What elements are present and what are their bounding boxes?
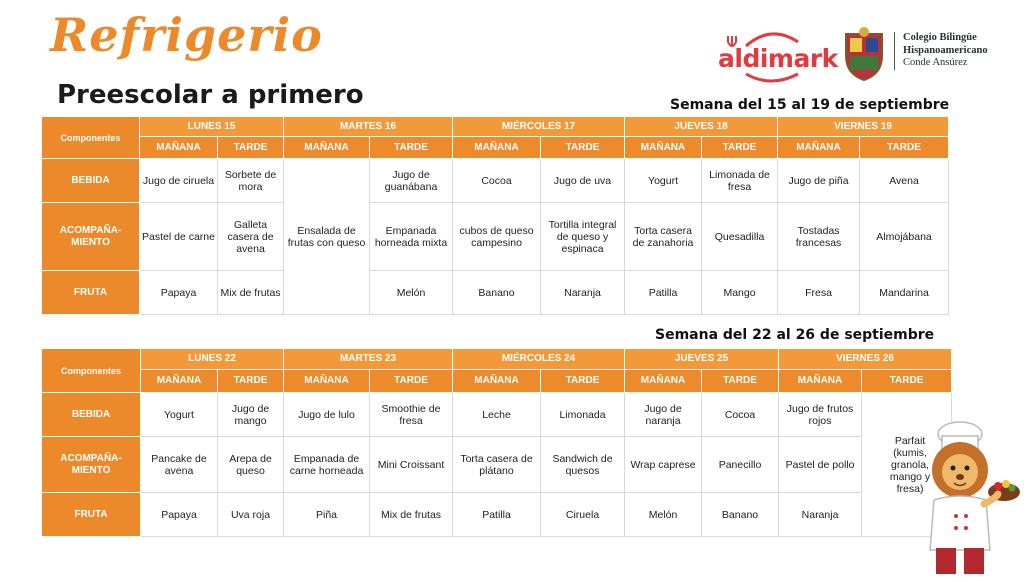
menu-cell: Patilla [453, 493, 541, 537]
menu-cell: Uva roja [218, 493, 284, 537]
menu-cell: Almojábana [860, 203, 949, 271]
menu-cell: Melón [625, 493, 702, 537]
row-label-line: MIENTO [71, 464, 111, 476]
menu-cell: Fresa [778, 271, 860, 315]
menu-cell: Torta casera de plátano [453, 437, 541, 493]
week1-menu-table [41, 116, 949, 315]
menu-cell: Jugo de mango [218, 393, 284, 437]
menu-cell: Quesadilla [702, 203, 778, 271]
afternoon-header: TARDE [862, 370, 952, 393]
week1-title: Semana del 15 al 19 de septiembre [670, 97, 950, 113]
menu-cell: Jugo de naranja [625, 393, 702, 437]
menu-cell: Banano [453, 271, 541, 315]
menu-cell: Galleta casera de avena [218, 203, 284, 271]
menu-cell: Jugo de lulo [284, 393, 370, 437]
row-label-acompanamiento [42, 203, 140, 271]
menu-cell: Mandarina [860, 271, 949, 315]
page-title: Refrigerio [50, 8, 323, 62]
menu-cell: Wrap caprese [625, 437, 702, 493]
aldimark-wordmark: aldimark [718, 44, 838, 73]
day-header: MIÉRCOLES 24 [453, 349, 625, 370]
row-label-acompanamiento [42, 437, 141, 493]
menu-cell: Banano [702, 493, 779, 537]
page-subtitle: Preescolar a primero [57, 80, 364, 110]
day-header: LUNES 22 [141, 349, 284, 370]
menu-cell: Piña [284, 493, 370, 537]
components-header: Componentes [42, 349, 141, 393]
row-label-fruta: FRUTA [42, 271, 140, 315]
day-header: MARTES 16 [284, 117, 453, 137]
menu-cell: Smoothie de fresa [370, 393, 453, 437]
morning-header: MAÑANA [625, 370, 702, 393]
menu-cell: Sorbete de mora [218, 159, 284, 203]
menu-cell: Arepa de queso [218, 437, 284, 493]
menu-cell: Mix de frutas [370, 493, 453, 537]
menu-cell: Mix de frutas [218, 271, 284, 315]
aldimark-logo [716, 30, 838, 86]
morning-header: MAÑANA [140, 137, 218, 159]
menu-cell: Mini Croissant [370, 437, 453, 493]
menu-cell: Limonada [541, 393, 625, 437]
day-header: MIÉRCOLES 17 [453, 117, 625, 137]
day-header: MARTES 23 [284, 349, 453, 370]
menu-cell: Melón [370, 271, 453, 315]
menu-cell: Tortilla integral de queso y espinaca [541, 203, 625, 271]
menu-cell: Naranja [779, 493, 862, 537]
afternoon-header: TARDE [702, 370, 779, 393]
morning-header: MAÑANA [141, 370, 218, 393]
afternoon-header: TARDE [860, 137, 949, 159]
row-label-line: ACOMPAÑA- [60, 452, 122, 464]
afternoon-header: TARDE [541, 137, 625, 159]
menu-cell: Jugo de ciruela [140, 159, 218, 203]
row-label-line: ACOMPAÑA- [59, 224, 122, 236]
row-label-line: MIENTO [71, 236, 110, 248]
menu-cell: Empanada horneada mixta [370, 203, 453, 271]
menu-cell: Pastel de carne [140, 203, 218, 271]
menu-cell: Yogurt [625, 159, 702, 203]
menu-cell: Panecillo [702, 437, 779, 493]
menu-cell: Tostadas francesas [778, 203, 860, 271]
morning-header: MAÑANA [778, 137, 860, 159]
afternoon-header: TARDE [370, 137, 453, 159]
row-label-bebida: BEBIDA [42, 393, 141, 437]
menu-cell: Mango [702, 271, 778, 315]
parfait-text: Parfait (kumis, granola, mango y fresa) [889, 434, 931, 495]
week2-title: Semana del 22 al 26 de septiembre [655, 327, 935, 343]
morning-header: MAÑANA [284, 137, 370, 159]
row-label-bebida: BEBIDA [42, 159, 140, 203]
menu-cell: Leche [453, 393, 541, 437]
morning-header: MAÑANA [284, 370, 370, 393]
menu-cell: Jugo de guanábana [370, 159, 453, 203]
menu-cell: Jugo de uva [541, 159, 625, 203]
menu-cell: Jugo de piña [778, 159, 860, 203]
morning-header: MAÑANA [779, 370, 862, 393]
menu-cell: Naranja [541, 271, 625, 315]
menu-cell: Pastel de pollo [779, 437, 862, 493]
morning-header: MAÑANA [625, 137, 702, 159]
menu-cell: cubos de queso campesino [453, 203, 541, 271]
menu-cell-merged: Ensalada de frutas con queso [284, 159, 370, 315]
afternoon-header: TARDE [370, 370, 453, 393]
menu-cell: Sandwich de quesos [541, 437, 625, 493]
school-crest-icon [840, 26, 888, 82]
afternoon-header: TARDE [702, 137, 778, 159]
menu-cell: Avena [860, 159, 949, 203]
day-header: JUEVES 25 [625, 349, 779, 370]
menu-cell: Yogurt [141, 393, 218, 437]
morning-header: MAÑANA [453, 137, 541, 159]
afternoon-header: TARDE [541, 370, 625, 393]
school-line-1: Colegio Bilingüe [903, 32, 977, 43]
afternoon-header: TARDE [218, 370, 284, 393]
menu-cell: Cocoa [702, 393, 779, 437]
week2-menu-table [41, 348, 952, 537]
menu-cell: Jugo de frutos rojos [779, 393, 862, 437]
menu-cell: Limonada de fresa [702, 159, 778, 203]
menu-cell: Torta casera de zanahoria [625, 203, 702, 271]
menu-cell: Cocoa [453, 159, 541, 203]
lion-chef-mascot-icon [912, 420, 1022, 576]
school-line-3: Conde Ansúrez [903, 57, 968, 68]
menu-cell: Papaya [141, 493, 218, 537]
day-header: JUEVES 18 [625, 117, 778, 137]
morning-header: MAÑANA [453, 370, 541, 393]
menu-cell: Empanada de carne horneada [284, 437, 370, 493]
menu-cell: Patilla [625, 271, 702, 315]
row-label-fruta: FRUTA [42, 493, 141, 537]
school-name [894, 32, 1013, 70]
day-header: LUNES 15 [140, 117, 284, 137]
afternoon-header: TARDE [218, 137, 284, 159]
menu-cell: Ciruela [541, 493, 625, 537]
components-header: Componentes [42, 117, 140, 159]
school-line-2: Hispanoamericano [903, 44, 988, 56]
menu-cell: Pancake de avena [141, 437, 218, 493]
day-header: VIERNES 26 [779, 349, 952, 370]
day-header: VIERNES 19 [778, 117, 949, 137]
menu-cell: Papaya [140, 271, 218, 315]
